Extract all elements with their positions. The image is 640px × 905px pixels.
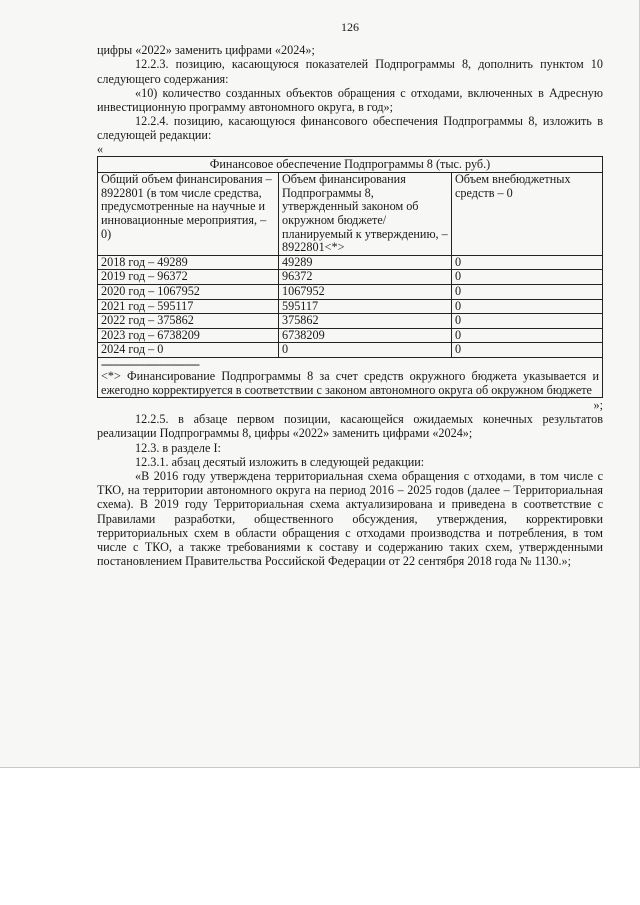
- header-budget: Объем финансирования Подпрограммы 8, утвержденный законом об окружном бюджете/планируемый к утверждению, – 8922801<*>: [279, 173, 452, 256]
- table-row: [98, 328, 603, 343]
- paragraph-7: 12.3.1. абзац десятый изложить в следующей редакции:: [135, 454, 425, 469]
- footnote-text: <*> Финансирование Подпрограммы 8 за счет средств окружного бюджета указывается и ежегодно корректируется в соответствии с законом автономного округа об окружном бюджете: [101, 368, 599, 397]
- header-total: Общий объем финансирования – 8922801 (в том числе средства, предусмотренные на научные и инновационные мероприятия, – 0): [98, 173, 279, 256]
- row-year: 2024 год – 0: [98, 343, 279, 358]
- financing-table: [97, 156, 603, 399]
- row-budget: 1067952: [279, 284, 452, 299]
- row-extra: 0: [452, 328, 603, 343]
- paragraph-3: «10) количество созданных объектов обращения с отходами, включенных в Адресную инвестиционную программу автономного округа, в год»;: [97, 85, 603, 115]
- row-year: 2020 год – 1067952: [98, 284, 279, 299]
- table-footnote-row: [98, 357, 603, 397]
- table-row: [98, 343, 603, 358]
- row-year: 2018 год – 49289: [98, 255, 279, 270]
- row-extra: 0: [452, 255, 603, 270]
- row-budget: 49289: [279, 255, 452, 270]
- row-year: 2022 год – 375862: [98, 314, 279, 329]
- row-budget: 0: [279, 343, 452, 358]
- row-budget: 96372: [279, 270, 452, 285]
- closing-quote: »;: [593, 398, 603, 413]
- row-extra: 0: [452, 343, 603, 358]
- page-content: [97, 20, 603, 568]
- opening-quote: «: [97, 141, 104, 156]
- table-title: Финансовое обеспечение Подпрограммы 8 (тыс. руб.): [98, 156, 603, 173]
- row-budget: 6738209: [279, 328, 452, 343]
- table-row: [98, 314, 603, 329]
- paragraph-6: 12.3. в разделе I:: [135, 440, 221, 455]
- row-budget: 375862: [279, 314, 452, 329]
- row-year: 2019 год – 96372: [98, 270, 279, 285]
- row-year: 2021 год – 595117: [98, 299, 279, 314]
- page-number: 126: [341, 20, 359, 34]
- table-row: [98, 255, 603, 270]
- table-footnote-cell: [98, 357, 603, 397]
- table-header-row: [98, 173, 603, 256]
- row-budget: 595117: [279, 299, 452, 314]
- row-extra: 0: [452, 284, 603, 299]
- paragraph-1: цифры «2022» заменить цифрами «2024»;: [97, 43, 315, 58]
- paragraph-8: «В 2016 году утверждена территориальная схема обращения с отходами, в том числе с ТКО, на территории автономного округа на период 2016 – 2025 годов (далее – Территориальная схема). В 2019 году Территориальная схема актуализирована и приведена в соответствие с Правилами разработки, общественного обсуждения, утверждения, корректировки территориальных схем в области обращения с отходами производства и потребления, в том числе с ТКО, а также требованиями к составу и содержанию таких схем, утвержденными постановлением Правительства Российской Федерации от 22 сентября 2018 года № 1130.»;: [97, 468, 603, 569]
- table-row: [98, 270, 603, 285]
- table-title-row: [98, 156, 603, 173]
- footnote-separator: --------------------------------: [101, 356, 199, 371]
- paragraph-2: 12.2.3. позицию, касающуюся показателей Подпрограммы 8, дополнить пунктом 10 следующего содержания:: [97, 57, 603, 86]
- table-row: [98, 299, 603, 314]
- row-year: 2023 год – 6738209: [98, 328, 279, 343]
- row-extra: 0: [452, 270, 603, 285]
- header-extrabudget: Объем внебюджетных средств – 0: [452, 173, 603, 256]
- row-extra: 0: [452, 314, 603, 329]
- paragraph-5: 12.2.5. в абзаце первом позиции, касающейся ожидаемых конечных результатов реализации Подпрограммы 8, цифры «2022» заменить цифрами «2024»;: [97, 412, 603, 441]
- table-row: [98, 284, 603, 299]
- paragraph-4: 12.2.4. позицию, касающуюся финансового обеспечения Подпрограммы 8, изложить в следующей редакции:: [97, 114, 603, 143]
- row-extra: 0: [452, 299, 603, 314]
